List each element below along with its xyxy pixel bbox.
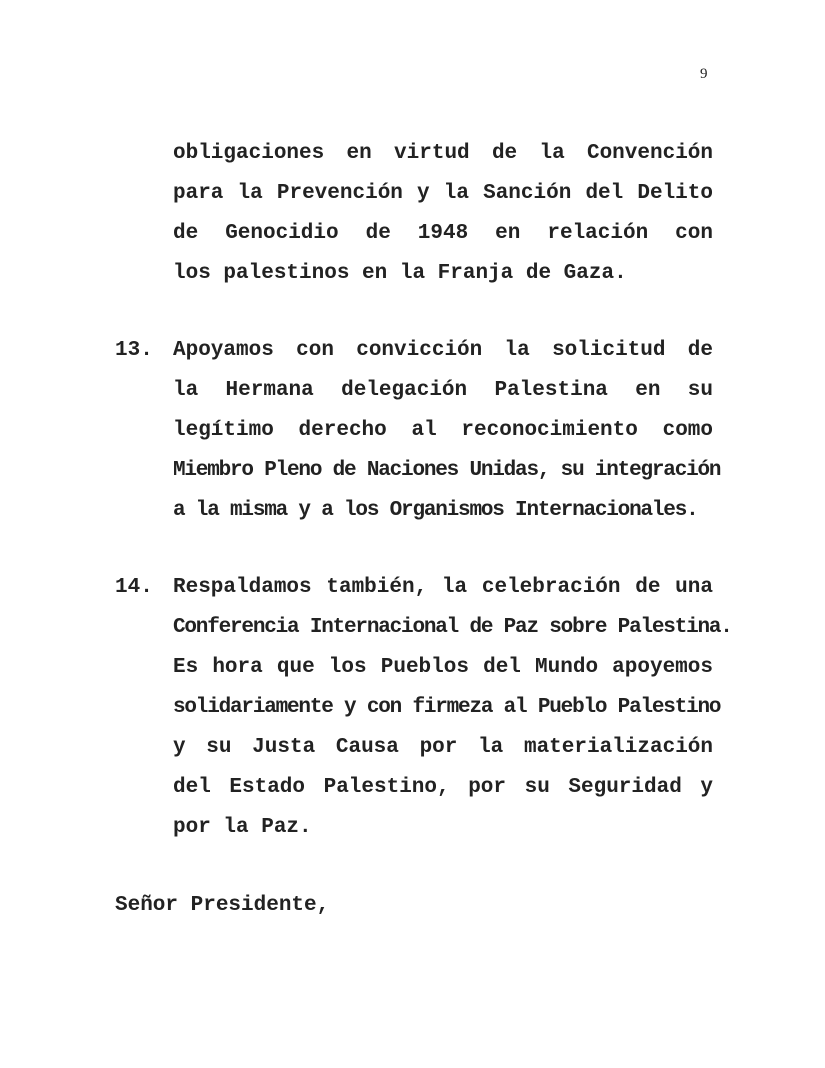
- paragraph-line: la Hermana delegación Palestina en su: [173, 379, 713, 402]
- paragraph-line: Conferencia Internacional de Paz sobre Palestina.: [173, 616, 732, 639]
- paragraph-line: a la misma y a los Organismos Internacionales.: [173, 499, 698, 522]
- page-number: 9: [700, 66, 708, 82]
- item-number: 13.: [115, 339, 153, 362]
- paragraph-line: por la Paz.: [173, 816, 312, 839]
- paragraph-line: Es hora que los Pueblos del Mundo apoyemos: [173, 656, 713, 679]
- paragraph-line: para la Prevención y la Sanción del Delito: [173, 182, 713, 205]
- paragraph-line: del Estado Palestino, por su Seguridad y: [173, 776, 713, 799]
- paragraph-line: y su Justa Causa por la materialización: [173, 736, 713, 759]
- closing-salutation: Señor Presidente,: [115, 894, 330, 917]
- paragraph-line: solidariamente y con firmeza al Pueblo Palestino: [173, 696, 721, 719]
- paragraph-line: de Genocidio de 1948 en relación con: [173, 222, 713, 245]
- paragraph-line: Respaldamos también, la celebración de una: [173, 576, 713, 599]
- paragraph-line: obligaciones en virtud de la Convención: [173, 142, 713, 165]
- paragraph-line: los palestinos en la Franja de Gaza.: [173, 262, 627, 285]
- item-number: 14.: [115, 576, 153, 599]
- paragraph-line: legítimo derecho al reconocimiento como: [173, 419, 713, 442]
- paragraph-line: Apoyamos con convicción la solicitud de: [173, 339, 713, 362]
- paragraph-line: Miembro Pleno de Naciones Unidas, su integración: [173, 459, 721, 482]
